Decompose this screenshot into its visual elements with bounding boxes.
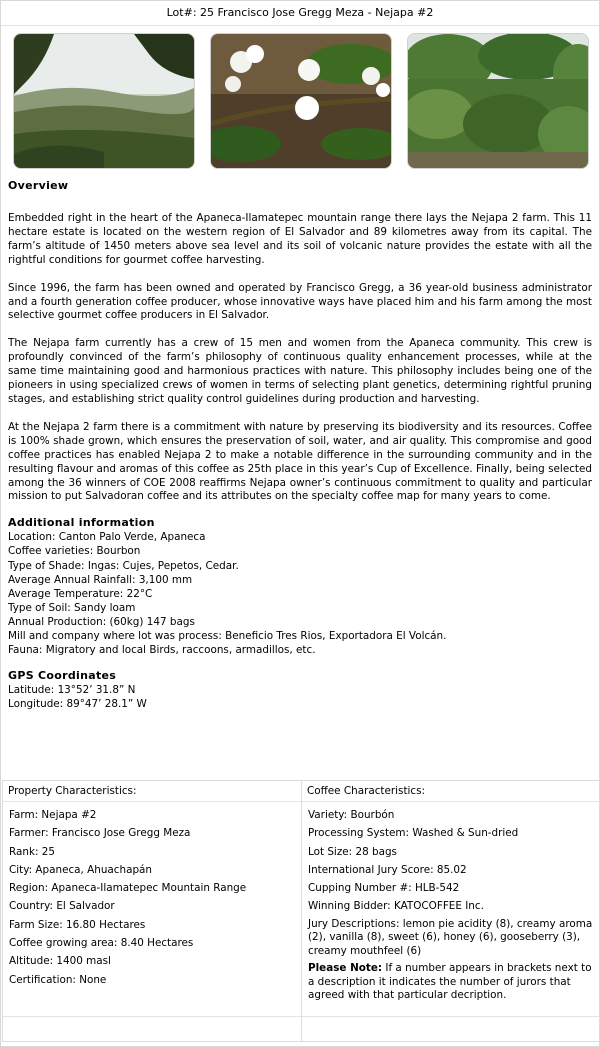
overview-paragraph: The Nejapa farm currently has a crew of 15 men and women from the Apaneca community. This crew is profoundly convinced of the farm’s philosophy of continuous quality enhancement processes, while at the same time maintaining good and harmonious practices with nature. This philosophy includes being one of the pioneers in using specialized crews of women in terms of selecting plant genetics, determining rightful pruning stages, and establishing strict quality control guidelines during production and harvesting. xyxy=(8,337,592,405)
info-rainfall: Average Annual Rainfall: 3,100 mm xyxy=(8,573,193,586)
overview-paragraph: Since 1996, the farm has been owned and operated by Francisco Gregg, a 36 year-old business administrator and a fourth generation coffee producer, whose innovative ways have placed him and his farm among the most selective gourmet coffee producers in El Salvador. xyxy=(8,281,592,322)
coffee-heading: Coffee Characteristics: xyxy=(302,781,599,802)
property-rank: Rank: 25 xyxy=(9,845,55,858)
coffee-winning-bidder: Winning Bidder: KATOCOFFEE Inc. xyxy=(308,900,484,913)
info-production: Annual Production: (60kg) 147 bags xyxy=(8,615,195,628)
gps-latitude: Latitude: 13°52’ 31.8” N xyxy=(8,684,136,697)
coffee-jury-descriptions: Jury Descriptions: lemon pie acidity (8), creamy aroma (2), vanilla (8), sweet (6), honey (6), gooseberry (3), creamy mouthfeel (6) xyxy=(308,917,593,957)
characteristics-table xyxy=(2,780,600,1042)
lot-title: Lot#: 25 Francisco Jose Gregg Meza - Nejapa #2 xyxy=(1,1,599,26)
property-list xyxy=(3,802,301,1017)
coffee-column xyxy=(302,781,599,1041)
lot-description xyxy=(8,179,592,711)
property-city: City: Apaneca, Ahuachapán xyxy=(9,863,153,876)
overview-paragraph: Embedded right in the heart of the Apaneca-Ilamatepec mountain range there lays the Nejapa 2 farm. This 11 hectare estate is located on the western region of El Salvador and 89 kilometres away from its capital. The farm’s altitude of 1450 meters above sea level and its soil of volcanic nature provides the estate with all the rightful conditions for gourmet coffee harvesting. xyxy=(8,212,592,266)
photo-strip xyxy=(1,33,599,169)
info-mill: Mill and company where lot was process: Beneficio Tres Rios, Exportadora El Volcán. xyxy=(8,629,447,642)
property-column xyxy=(3,781,302,1041)
landscape-photo xyxy=(13,33,195,169)
property-farmer: Farmer: Francisco Jose Gregg Meza xyxy=(9,827,191,840)
gps-heading: GPS Coordinates xyxy=(8,669,117,683)
overview-paragraph: At the Nejapa 2 farm there is a commitment with nature by preserving its biodiversity and its resources. Coffee is 100% shade grown, which ensures the preservation of soil, water, and air quality. This compromise and good coffee practices has enabled Nejapa 2 to make a notable difference in the surrounding community and in the resulting flavour and aromas of this coffee as 25th place in this year’s Cup of Excellence. Finally, being selected among the 36 winners of COE 2008 reaffirms Nejapa owner’s continuous commitment to quality and particular mission to put Salvadoran coffee and its attributes on the specialty coffee map for many years to come. xyxy=(8,420,592,503)
coffee-list xyxy=(302,802,599,1017)
coffee-plants-photo xyxy=(407,33,589,169)
property-country: Country: El Salvador xyxy=(9,900,115,913)
coffee-flowers-photo xyxy=(210,33,392,169)
info-location: Location: Canton Palo Verde, Apaneca xyxy=(8,531,206,544)
info-fauna: Fauna: Migratory and local Birds, raccoons, armadillos, etc. xyxy=(8,644,316,657)
info-soil: Type of Soil: Sandy loam xyxy=(8,601,136,614)
note-text: If a number appears in brackets next to a description it indicates the number of jurors that agreed with that particular decription. xyxy=(308,962,592,1002)
additional-info-heading: Additional information xyxy=(8,516,155,530)
property-farm-size: Farm Size: 16.80 Hectares xyxy=(9,918,146,931)
note-label: Please Note: xyxy=(308,962,383,975)
property-region: Region: Apaneca-Ilamatepec Mountain Range xyxy=(9,882,247,895)
overview-heading: Overview xyxy=(8,179,69,192)
property-altitude: Altitude: 1400 masl xyxy=(9,955,111,968)
info-temperature: Average Temperature: 22°C xyxy=(8,587,153,600)
property-heading: Property Characteristics: xyxy=(3,781,301,802)
property-certification: Certification: None xyxy=(9,973,107,986)
coffee-variety: Variety: Bourbón xyxy=(308,809,395,821)
coffee-cupping-number: Cupping Number #: HLB-542 xyxy=(308,882,460,895)
property-farm: Farm: Nejapa #2 xyxy=(9,809,97,821)
coffee-note xyxy=(308,962,594,1003)
coffee-lot-size: Lot Size: 28 bags xyxy=(308,845,397,858)
gps-longitude: Longitude: 89°47’ 28.1” W xyxy=(8,698,147,711)
property-growing-area: Coffee growing area: 8.40 Hectares xyxy=(9,937,194,950)
coffee-processing: Processing System: Washed & Sun-dried xyxy=(308,827,519,840)
coffee-jury-score: International Jury Score: 85.02 xyxy=(308,863,467,876)
info-varieties: Coffee varieties: Bourbon xyxy=(8,545,141,558)
info-shade: Type of Shade: Ingas: Cujes, Pepetos, Cedar. xyxy=(8,559,239,572)
